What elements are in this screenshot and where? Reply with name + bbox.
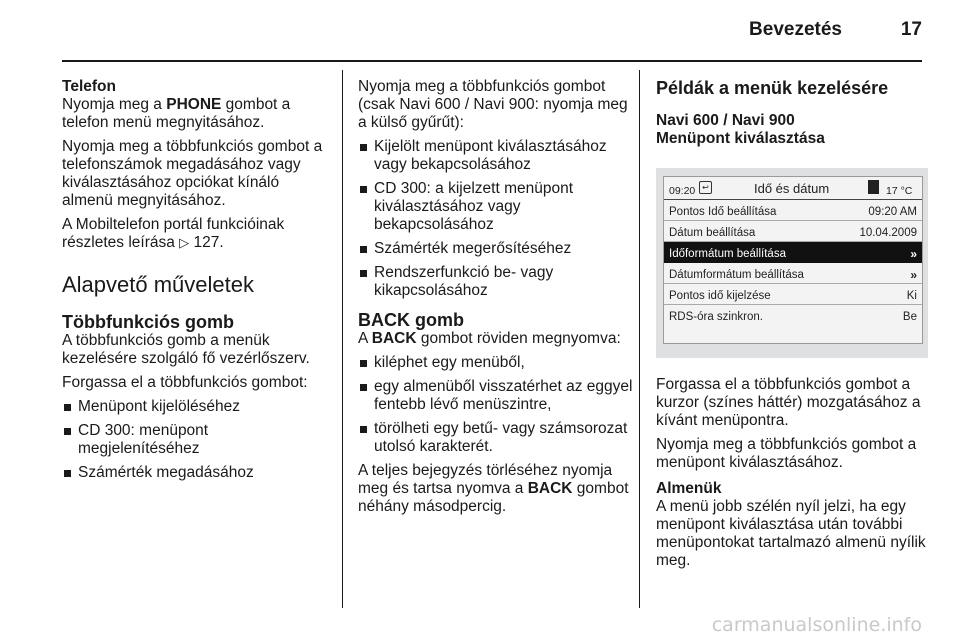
- column-middle: [358, 78, 633, 522]
- body-paragraph: Forgassa el a többfunkciós gombot:: [62, 374, 308, 391]
- telefon-paragraph: Nyomja meg a többfunkciós gombot a telefonszámok megadásához vagy kiválasztásához opciókat kínáló almenü megnyitásához.: [62, 138, 323, 209]
- list-item: Kijelölt menüpont kiválasztásához vagy bekapcsolásához: [358, 138, 633, 174]
- page-header: [0, 0, 960, 62]
- telefon-heading: Telefon: [62, 78, 116, 95]
- menu-item-selected: [664, 242, 922, 263]
- menu-item-label: Pontos Idő beállítása: [669, 206, 777, 218]
- chapter-title: Bevezetés: [749, 19, 842, 40]
- menu-item-label: RDS-óra szinkron.: [669, 311, 763, 323]
- list-item: Menüpont kijelöléséhez: [62, 398, 332, 416]
- menu-item-value: 09:20 AM: [868, 206, 917, 218]
- list-item: CD 300: a kijelzett menüpont kiválasztásához vagy bekapcsolásához: [358, 180, 633, 234]
- back-icon: ↩: [699, 181, 712, 194]
- body-paragraph: Forgassa el a többfunkciós gombot a kurzor (színes háttér) mozgatásához a kívánt menüpontra.: [656, 376, 921, 429]
- menu-item: [664, 284, 922, 305]
- header-rule: [62, 60, 922, 62]
- back-key-label: BACK: [371, 330, 417, 347]
- phone-key-label: PHONE: [166, 96, 222, 113]
- temperature-readout: 17 °C: [886, 185, 913, 197]
- chevron-right-icon: »: [910, 247, 917, 261]
- list-item: CD 300: menüpont megjelenítéséhez: [62, 422, 332, 458]
- menu-item-value: Be: [902, 311, 917, 323]
- multifunction-knob-heading: Többfunkciós gomb: [62, 312, 234, 332]
- back-key-label: BACK: [527, 480, 573, 497]
- menu-item-label: Dátumformátum beállítása: [669, 269, 804, 281]
- text: gombot néhány másodpercig.: [358, 480, 629, 515]
- bullet-list: [62, 398, 332, 482]
- back-button-heading: BACK gomb: [358, 310, 464, 330]
- bullet-list: [358, 354, 633, 456]
- select-item-subheading: Menüpont kiválasztása: [656, 130, 825, 147]
- screen-title: Idő és dátum: [754, 181, 830, 196]
- list-item: törölheti egy betű- vagy számsorozat utolsó karakterét.: [358, 420, 633, 456]
- body-paragraph: A menü jobb szélén nyíl jelzi, ha egy menüpont kiválasztása után további menüpontokat tartalmazó almenü nyílik meg.: [656, 498, 926, 569]
- list-item: egy almenüből visszatérhet az eggyel fentebb lévő menüszintre,: [358, 378, 633, 414]
- model-subheading: Navi 600 / Navi 900: [656, 112, 795, 129]
- body-paragraph: [358, 330, 633, 348]
- display-panel: [663, 176, 923, 344]
- menu-item-label: Pontos idő kijelzése: [669, 290, 771, 302]
- telefon-paragraph: [62, 96, 332, 132]
- clock-readout: 09:20: [669, 185, 696, 197]
- column-divider: [639, 70, 640, 608]
- menu-item-label: Időformátum beállítása: [669, 248, 786, 260]
- menu-item-value: Ki: [906, 290, 917, 302]
- body-paragraph: Nyomja meg a többfunkciós gombot (csak Navi 600 / Navi 900: nyomja meg a külső gyűrűt):: [358, 78, 628, 131]
- phone-icon: [868, 180, 879, 194]
- display-status-bar: [664, 177, 922, 200]
- menu-screen-illustration: [656, 168, 928, 358]
- chevron-right-icon: »: [910, 268, 917, 282]
- text: A: [358, 330, 372, 347]
- bullet-list: [358, 138, 633, 300]
- column-left: [62, 78, 332, 488]
- menu-item: [664, 200, 922, 221]
- column-divider: [342, 70, 343, 608]
- menu-item: [664, 305, 922, 325]
- menu-item-value: 10.04.2009: [859, 227, 917, 239]
- list-item: Számérték megerősítéséhez: [358, 240, 633, 258]
- body-paragraph: A többfunkciós gomb a menük kezelésére szolgáló fő vezérlőszerv.: [62, 332, 310, 367]
- column-right: [656, 78, 928, 576]
- list-item: Rendszerfunkció be- vagy kikapcsolásához: [358, 264, 633, 300]
- text: 127.: [189, 234, 224, 251]
- examples-heading: Példák a menük kezelésére: [656, 78, 889, 98]
- text: A Mobiltelefon portál funkcióinak részletes leírása: [62, 216, 285, 251]
- text: gombot röviden megnyomva:: [416, 330, 621, 347]
- telefon-paragraph: [62, 216, 332, 252]
- page-number: 17: [900, 19, 922, 40]
- text: gombot a telefon menü megnyitásához.: [62, 96, 291, 131]
- menu-item: [664, 263, 922, 284]
- section-title: Alapvető műveletek: [62, 272, 254, 297]
- submenu-heading: Almenük: [656, 480, 722, 497]
- text: Nyomja meg a: [62, 96, 167, 113]
- list-item: kiléphet egy menüből,: [358, 354, 633, 372]
- list-item: Számérték megadásához: [62, 464, 332, 482]
- page-reference-icon: ▷: [179, 235, 190, 250]
- menu-item: [664, 221, 922, 242]
- body-paragraph: [358, 462, 633, 516]
- watermark: carmanualsonline.info: [711, 614, 922, 636]
- text: A teljes bejegyzés törléséhez nyomja meg és tartsa nyomva a: [358, 462, 613, 497]
- body-paragraph: Nyomja meg a többfunkciós gombot a menüpont kiválasztásához.: [656, 436, 917, 471]
- menu-item-label: Dátum beállítása: [669, 227, 756, 239]
